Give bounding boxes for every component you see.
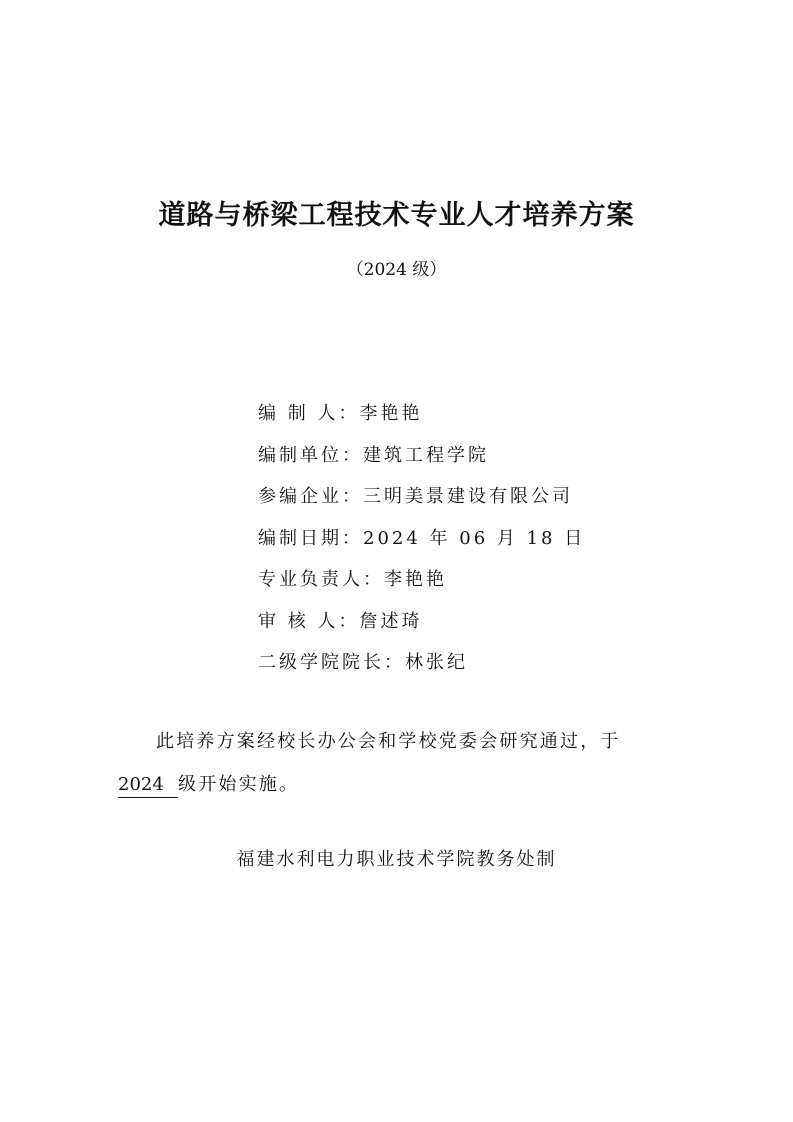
approval-year: 2024 [118,773,178,798]
approval-line-2 [118,768,698,802]
info-value: 李艳艳 [384,569,447,590]
info-row-major-head [258,564,738,606]
document-subtitle: （2024 级） [346,260,447,280]
info-value: 李艳艳 [359,403,423,424]
info-row-dean [258,647,738,689]
info-row-reviewer [258,606,738,648]
info-row-compiling-unit [258,440,738,482]
info-row-compiler [258,398,738,440]
info-value: 三明美景建设有限公司 [363,486,573,507]
document-title: 道路与桥梁工程技术专业人才培养方案 [158,200,635,231]
info-label: 参编企业： [258,486,363,507]
info-label: 编 制 人： [258,403,360,424]
approval-paragraph [118,725,698,802]
info-block [258,398,738,689]
issuer-footer: 福建水利电力职业技术学院教务处制 [236,849,557,870]
approval-line: 此培养方案经校长办公会和学校党委会研究通过，于 [156,731,621,752]
info-row-partner-company [258,481,738,523]
info-value: 詹述琦 [359,610,423,632]
info-label: 专业负责人： [258,569,384,590]
info-label: 编制日期： [258,527,363,549]
info-value: 建筑工程学院 [363,444,489,466]
info-row-compile-date [258,523,738,565]
info-value: 林张纪 [405,652,468,673]
info-value: 2024 年 06 月 18 日 [363,527,586,549]
info-label: 审 核 人： [258,610,360,632]
approval-suffix: 级开始实施。 [178,774,300,795]
info-label: 二级学院院长： [258,652,405,673]
info-label: 编制单位： [258,444,363,466]
